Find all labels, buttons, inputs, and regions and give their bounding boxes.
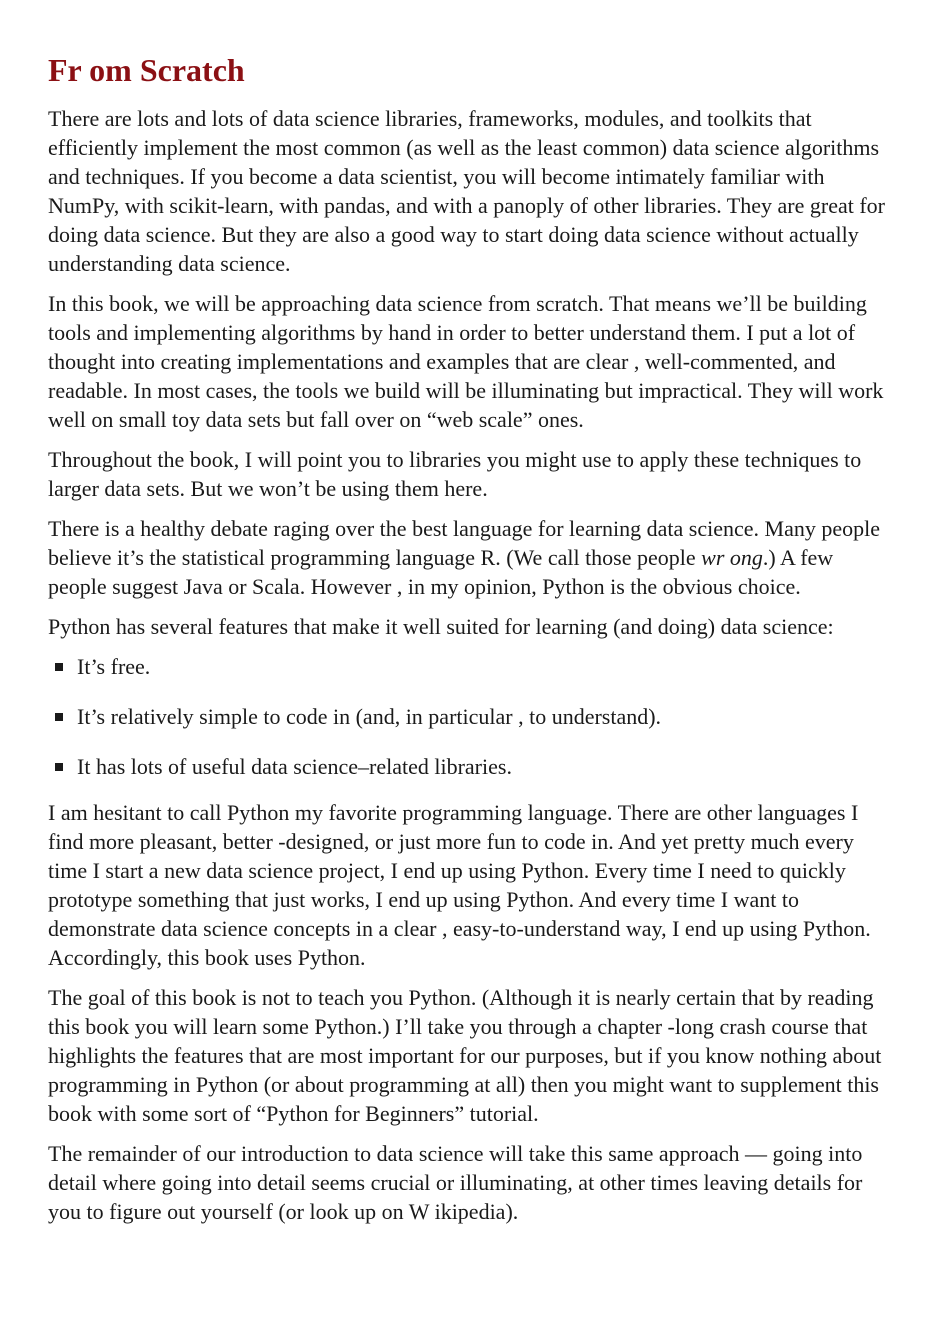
list-item-text: It has lots of useful data science–related libraries. xyxy=(77,754,512,779)
paragraph-python-features: Python has several features that make it well suited for learning (and doing) data science: xyxy=(48,614,834,639)
section-heading: Fr om Scratch xyxy=(48,52,245,88)
debate-text-before: There is a healthy debate raging over the best language for learning data science. Many people believe it’s the statistical programming language R. (We call those people xyxy=(48,516,880,570)
square-bullet-icon xyxy=(55,713,63,721)
paragraph-book-goal: The goal of this book is not to teach you Python. (Although it is nearly certain that by reading this book you will learn some Python.) I’ll take you through a chapter -long crash course that highlights the features that are most important for our purposes, but if you know nothing about programming in Python (or about programming at all) then you might want to supplement this book with some sort of “Python for Beginners” tutorial. xyxy=(48,985,882,1126)
list-item xyxy=(48,702,888,731)
document-page xyxy=(48,50,888,1237)
list-item xyxy=(48,752,888,781)
paragraph-larger-data-sets: Throughout the book, I will point you to libraries you might use to apply these techniques to larger data sets. But we won’t be using them here. xyxy=(48,447,862,501)
square-bullet-icon xyxy=(55,663,63,671)
list-item xyxy=(48,652,888,681)
paragraph-why-python: I am hesitant to call Python my favorite programming language. There are other languages I find more pleasant, better -designed, or just more fun to code in. And yet pretty much every time I start a new data science project, I end up using Python. Every time I need to quickly prototype something that just works, I end up using Python. And every time I want to demonstrate data science concepts in a clear , easy-to-understand way, I end up using Python. Accordingly, this book uses Python. xyxy=(48,800,871,970)
list-item-text: It’s relatively simple to code in (and, in particular , to understand). xyxy=(77,704,662,729)
square-bullet-icon xyxy=(55,763,63,771)
list-item-text: It’s free. xyxy=(77,654,151,679)
features-list xyxy=(48,652,888,781)
paragraph-from-scratch: In this book, we will be approaching data science from scratch. That means we’ll be building tools and implementing algorithms by hand in order to better understand them. I put a lot of thought into creating implementations and examples that are clear , well-commented, and readable. In most cases, the tools we build will be illuminating but impractical. They will work well on small toy data sets but fall over on “web scale” ones. xyxy=(48,291,884,432)
paragraph-language-debate xyxy=(48,514,888,601)
paragraph-approach: The remainder of our introduction to data science will take this same approach — going into detail where going into detail seems crucial or illuminating, at other times leaving details for you to figure out yourself (or look up on W ikipedia). xyxy=(48,1141,863,1224)
debate-text-after: .) A few people suggest Java or Scala. However , in my opinion, Python is the obvious choice. xyxy=(48,545,834,599)
debate-emphasis: wr ong xyxy=(701,545,763,570)
paragraph-libraries: There are lots and lots of data science libraries, frameworks, modules, and toolkits that efficiently implement the most common (as well as the least common) data science algorithms and techniques. If you become a data scientist, you will become intimately familiar with NumPy, with scikit-learn, with pandas, and with a panoply of other libraries. They are great for doing data science. But they are also a good way to start doing data science without actually understanding data science. xyxy=(48,106,885,276)
